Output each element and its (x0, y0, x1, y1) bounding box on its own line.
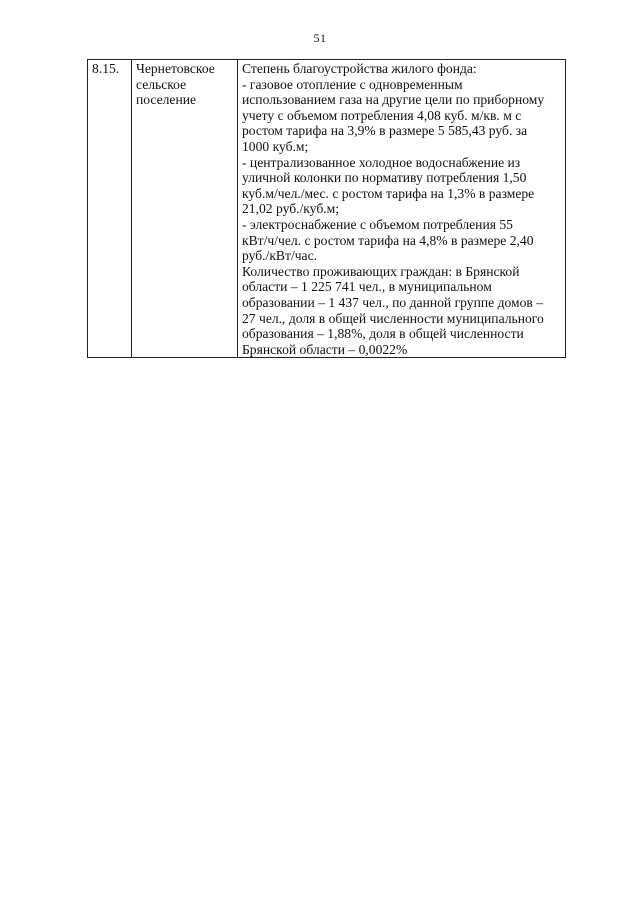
description-line: Брянской области – 0,0022% (242, 341, 408, 357)
description-line: куб.м/чел./мес. с ростом тарифа на 1,3% в размере (242, 185, 535, 201)
row-number-cell (88, 60, 132, 358)
description-line: использованием газа на другие цели по приборному (242, 92, 545, 108)
row-number: 8.15. (92, 61, 120, 76)
description-line: учету с объемом потребления 4,08 куб. м/кв. м с (242, 107, 522, 123)
description-line: 21,02 руб./куб.м; (242, 201, 340, 217)
description-line: уличной колонки по нормативу потребления 1,50 (242, 170, 527, 186)
settlement-line: Чернетовское (136, 61, 215, 76)
description-line: ростом тарифа на 3,9% в размере 5 585,43 руб. за (242, 123, 528, 139)
description-line: образования – 1,88%, доля в общей численности (242, 326, 524, 342)
description-line: руб./кВт/час. (242, 248, 318, 264)
description-line: Степень благоустройства жилого фонда: (242, 61, 477, 76)
description-line: образовании – 1 437 чел., по данной группе домов – (242, 294, 544, 310)
settlement-cell (132, 60, 238, 358)
description-cell (238, 60, 566, 358)
description-line: Количество проживающих граждан: в Брянской (242, 263, 520, 279)
settlement-line: сельское (136, 76, 187, 92)
settlement-line: поселение (136, 92, 197, 108)
description-line: кВт/ч/чел. с ростом тарифа на 4,8% в размере 2,40 (242, 232, 534, 248)
housing-table (87, 59, 566, 358)
description-line: - электроснабжение с объемом потребления 55 (242, 216, 513, 232)
description-line: - централизованное холодное водоснабжение из (242, 154, 521, 170)
description-line: - газовое отопление с одновременным (242, 76, 463, 92)
description-line: 1000 куб.м; (242, 138, 309, 154)
description-line: 27 чел., доля в общей численности муниципального (242, 310, 544, 326)
table-row (88, 60, 566, 358)
description-line: области – 1 225 741 чел., в муниципальном (242, 279, 492, 295)
page-number: 51 (313, 31, 327, 45)
